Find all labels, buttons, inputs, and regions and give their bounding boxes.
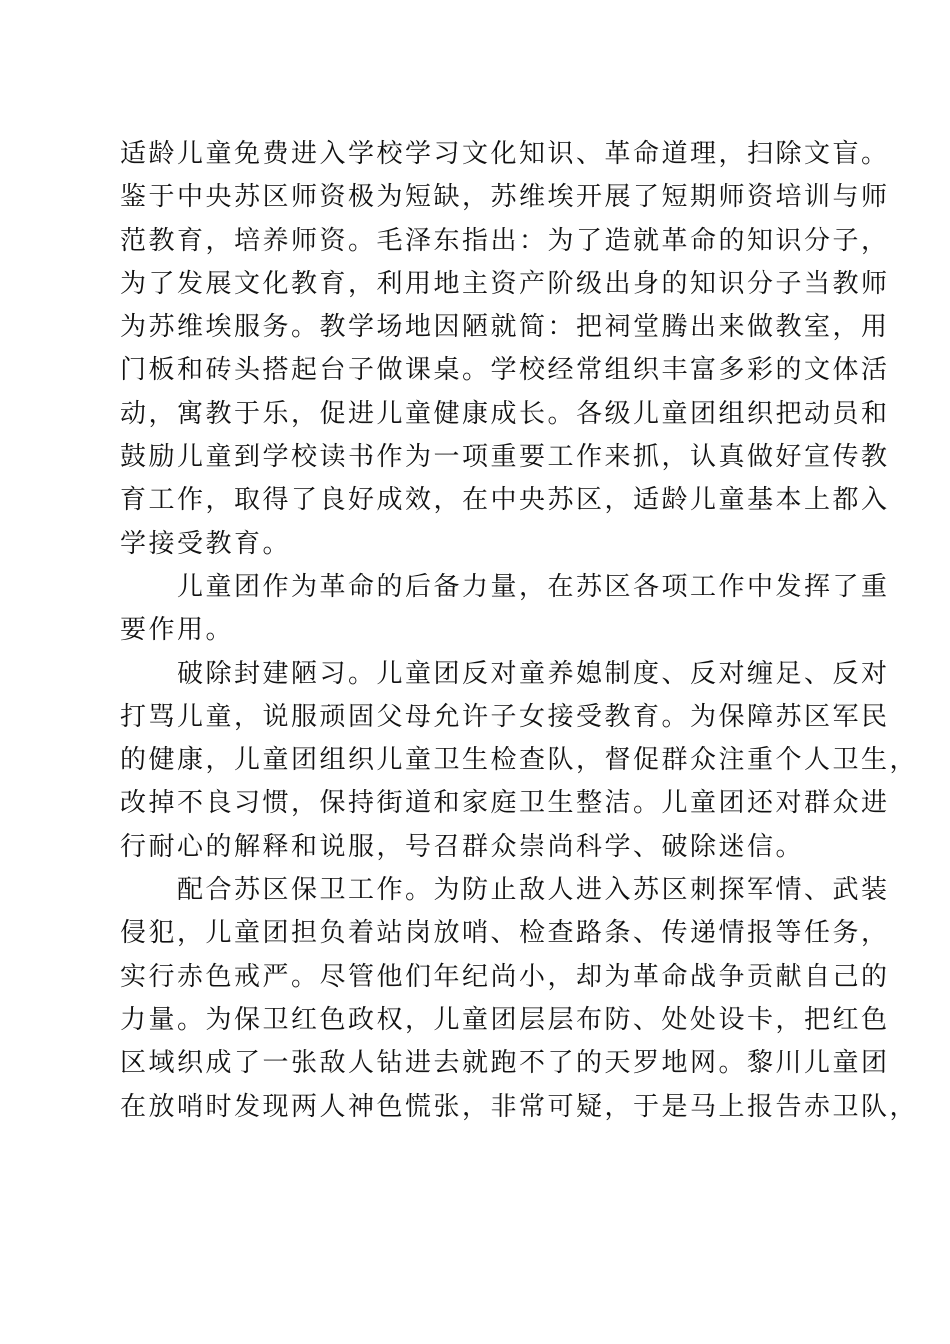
text-line: 范教育，培养师资。毛泽东指出：为了造就革命的知识分子，	[120, 225, 890, 256]
text-line: 实行赤色戒严。尽管他们年纪尚小，却为革命战争贡献自己的	[120, 961, 890, 992]
text-line: 配合苏区保卫工作。为防止敌人进入苏区刺探军情、武装	[120, 875, 890, 906]
text-line: 鉴于中央苏区师资极为短缺，苏维埃开展了短期师资培训与师	[120, 182, 890, 213]
text-line: 鼓励儿童到学校读书作为一项重要工作来抓，认真做好宣传教	[120, 442, 890, 473]
text-line: 改掉不良习惯，保持街道和家庭卫生整洁。儿童团还对群众进	[120, 788, 890, 819]
text-line: 破除封建陋习。儿童团反对童养媳制度、反对缠足、反对	[120, 658, 890, 689]
text-line: 要作用。	[120, 615, 235, 646]
text-line: 动，寓教于乐，促进儿童健康成长。各级儿童团组织把动员和	[120, 398, 890, 429]
text-line: 的健康，儿童团组织儿童卫生检查队，督促群众注重个人卫生，	[120, 745, 919, 776]
text-line: 打骂儿童，说服顽固父母允许子女接受教育。为保障苏区军民	[120, 701, 890, 732]
text-line: 在放哨时发现两人神色慌张，非常可疑，于是马上报告赤卫队，	[120, 1091, 919, 1122]
text-line: 适龄儿童免费进入学校学习文化知识、革命道理，扫除文盲。	[120, 139, 890, 169]
text-line: 儿童团作为革命的后备力量，在苏区各项工作中发挥了重	[120, 571, 890, 602]
text-line: 力量。为保卫红色政权，儿童团层层布防、处处设卡，把红色	[120, 1004, 890, 1035]
text-line: 侵犯，儿童团担负着站岗放哨、检查路条、传递情报等任务，	[120, 918, 890, 949]
text-line: 行耐心的解释和说服，号召群众崇尚科学、破除迷信。	[120, 831, 805, 862]
text-line: 门板和砖头搭起台子做课桌。学校经常组织丰富多彩的文体活	[120, 355, 890, 386]
body-text	[120, 133, 919, 1129]
text-line: 为了发展文化教育，利用地主资产阶级出身的知识分子当教师	[120, 268, 890, 299]
text-line: 育工作，取得了良好成效，在中央苏区，适龄儿童基本上都入	[120, 485, 890, 516]
text-line: 学接受教育。	[120, 528, 292, 559]
text-line: 区域织成了一张敌人钻进去就跑不了的天罗地网。黎川儿童团	[120, 1048, 890, 1079]
text-line: 为苏维埃服务。教学场地因陋就简：把祠堂腾出来做教室，用	[120, 312, 890, 343]
